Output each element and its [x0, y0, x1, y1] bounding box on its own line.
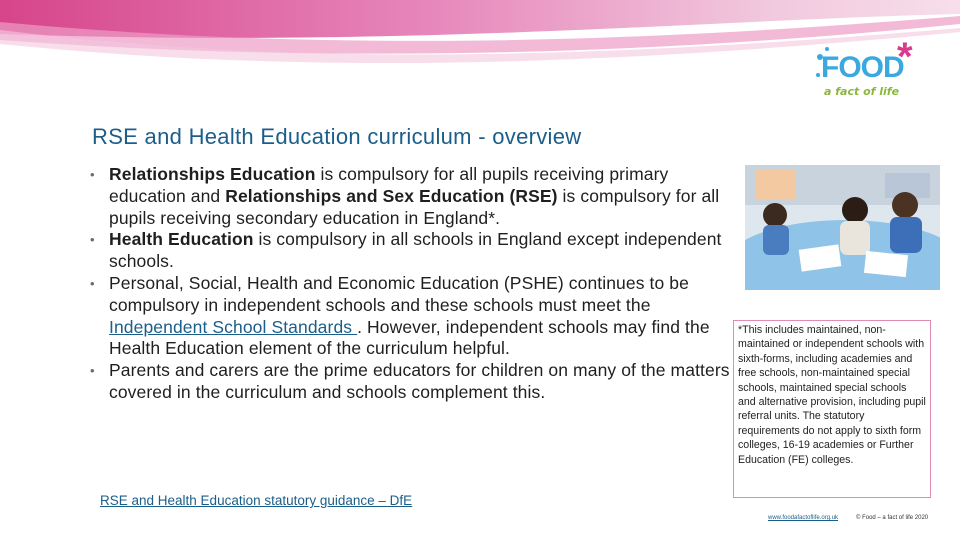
bullet-item: [90, 360, 730, 404]
bullet-marker: •: [90, 232, 95, 248]
bullet-item: [90, 164, 730, 229]
bullet-marker: •: [90, 363, 95, 379]
bullet-bold-text: Relationships Education: [109, 164, 316, 184]
bullet-list: [90, 164, 730, 404]
bullet-text: is compulsory in all schools in England except independent schools.: [109, 229, 722, 272]
bullet-text: Parents and carers are the prime educators for children on many of the matters covered in the curriculum and schools complement this.: [109, 360, 730, 402]
statutory-guidance-link[interactable]: RSE and Health Education statutory guidance – DfE: [100, 493, 413, 508]
footer-website-link[interactable]: www.foodafactoflife.org.uk: [768, 515, 839, 521]
footnote-box: *This includes maintained, non-maintained or independent schools with sixth-forms, including academies and free schools, non-maintained special schools, maintained special schools and alternative provision, including pupil referral units. The statutory requirements do not apply to sixth form colleges, 16-19 academies or Further Education (FE) colleges.: [733, 320, 931, 498]
logo-asterisk-icon: *: [897, 35, 913, 79]
bullet-bold-text: Health Education: [109, 229, 254, 250]
bullet-bold-text: Relationships and Sex Education (RSE): [225, 185, 558, 206]
page-title: RSE and Health Education curriculum - overview: [92, 124, 582, 149]
bullet-text: is compulsory for all pupils receiving primary education and: [109, 164, 669, 206]
bullet-text: . However, independent schools may find the Health Education element of the curriculum helpful.: [109, 316, 710, 359]
footer-copyright: © Food – a fact of life 2020: [856, 515, 929, 521]
children-photo: [745, 165, 940, 290]
bullet-text: is compulsory for all pupils receiving secondary education in England*.: [109, 185, 720, 228]
food-a-fact-of-life-logo: [815, 35, 925, 115]
independent-school-standards-link[interactable]: Independent School Standards: [109, 316, 358, 337]
bullet-text: Personal, Social, Health and Economic Education (PSHE) continues to be compulsory in independent schools and these schools must meet the: [109, 272, 689, 315]
logo-tagline: a fact of life: [824, 85, 900, 98]
bullet-marker: •: [90, 167, 95, 182]
bullet-item: [90, 229, 730, 273]
bullet-item: [90, 273, 730, 360]
logo-word: FOOD: [821, 51, 904, 84]
bullet-marker: •: [90, 275, 95, 291]
